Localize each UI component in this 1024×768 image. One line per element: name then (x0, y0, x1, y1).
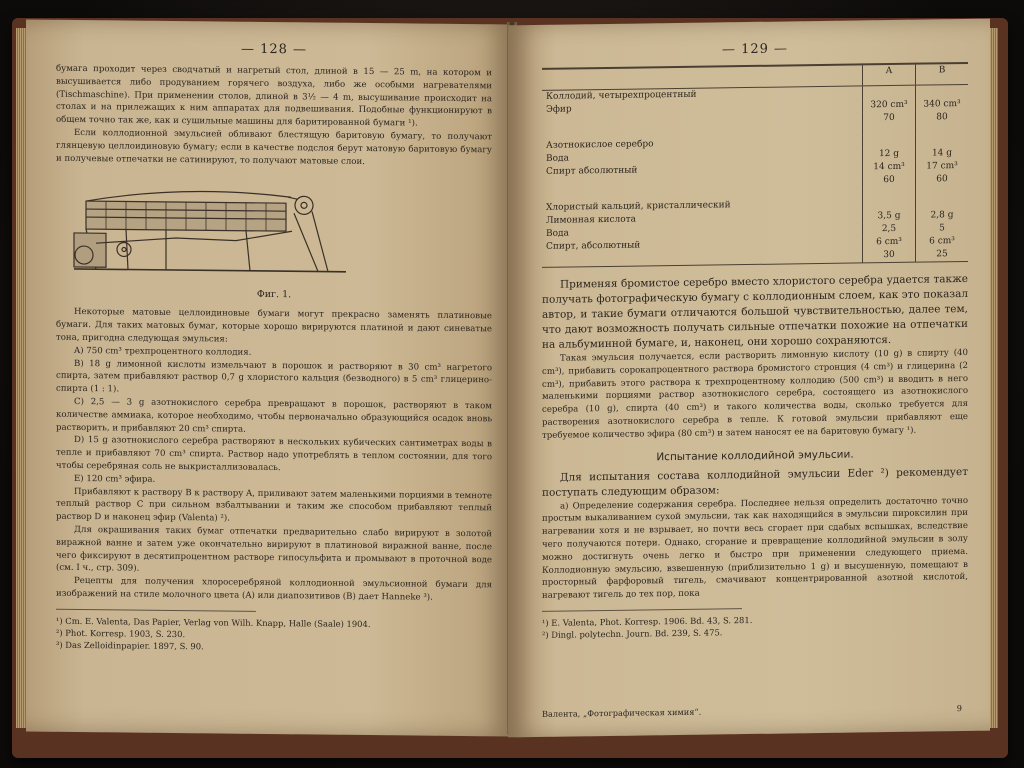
table-cell: 6 cm³ (863, 236, 916, 250)
footnote: ²) Phot. Korresp. 1903, S. 230. (56, 627, 186, 640)
left-page (26, 19, 514, 736)
table-cell (863, 135, 916, 149)
table-cell: Спирт абсолютный (546, 165, 638, 177)
printer-signature: Валента, „Фотографическая химия“. (542, 706, 702, 719)
footnotes-left (56, 608, 371, 653)
page-footer (542, 703, 968, 719)
table-cell: Вода (546, 153, 569, 164)
paragraph: Для окрашивания таких бумаг отпечатки предварительно слабо вирируют в золотой виражной ванне и затем уже окончательно вирируют в платиновой виражной ванне, после чего фиксируют в десятипроцентном растворе гипосульфита и промывают в проточной воде (см. I ч., стр. 309). (56, 524, 492, 574)
sheet-number: 9 (956, 703, 962, 714)
table-cell: 3,5 g (863, 210, 916, 224)
table-cell: 30 (863, 249, 916, 263)
table-cell (863, 85, 916, 99)
table-cell: Азотнокислое серебро (546, 139, 654, 151)
paragraph: Для испытания состава коллодийной эмульсии Eder ²) рекомендует поступать следующим образом: (542, 465, 968, 499)
table-body (542, 84, 968, 267)
coating-machine-drawing (66, 173, 366, 286)
table-cell: 70 (863, 112, 916, 126)
paragraph: Такая эмульсия получается, если растворить лимонную кислоту (10 g) в спирту (40 cm³), прибавить сорокапроцентного раствора бромистого стронция (4 cm³) и глицерина (2 cm³), прибавить этого раствора к трехпроцентному коллодию (500 cm³) и вводить в него маленькими порциями раствор азотнокислого серебра, состоящего из азотнокислого серебра (10 g), спирта (40 cm³) и такого количества воды, сколько требуется для растворения азотнокислого серебра в тепле. К готовой эмульсии прибавляют еще требуемое количество эфира (80 cm³) и затем наносят ее на баритовую бумагу ¹). (542, 347, 968, 441)
table-cell: 80 (916, 111, 969, 125)
paragraph: Некоторые матовые целлоидиновые бумаги могут прекрасно заменять платиновые бумаги. Для таких матовых бумаг, которые хорошо вирируются платиной и дают синеватые тона, пригодна следующая эмульсия: (56, 307, 492, 345)
open-book (12, 8, 1010, 758)
paragraph: Применяя бромистое серебро вместо хлористого серебра удается также получать фотографическую бумагу с коллодионным слоем, как это показал автор, и такие бумаги отличаются большой чувствительностью, далее тем, что дают возможность получать сильные отпечатки похожие на отпечатки на альбуминной бумаге, и, наконец, они хорошо сохраняются. (542, 272, 968, 351)
recipe-item: D) 15 g азотнокислого серебра растворяют в нескольких кубических сантиметрах воды в тепле и прибавляют 70 cm³ спирта. Раствор надо употреблять в теплом состоянии, для того чтобы серебряная соль не выкристаллизовалась. (56, 435, 492, 474)
page-number-left: — 128 — (240, 41, 308, 58)
right-page (508, 19, 990, 738)
table-cell: Коллодий, четырехпроцентный (546, 89, 697, 102)
emulsion-table (542, 62, 968, 268)
footnote: ¹) E. Valenta, Phot. Korresp. 1906. Bd. 43, S. 281. (542, 614, 753, 628)
table-header-cell: B (916, 63, 969, 85)
recipe-item: B) 18 g лимонной кислоты измельчают в порошок и растворяют в 30 cm³ нагретого спирта, затем прибавляют раствор 0,7 g хлористого кальция (безводного) в 5 cm³ глицерино-спирта (1 : 1). (56, 358, 492, 395)
recipe-item: E) 120 cm³ эфира. (74, 473, 156, 485)
footnote: ²) Dingl. polytechn. Journ. Bd. 239, S. 475. (542, 627, 723, 641)
paragraph: Прибавляют к раствору B к раствору A, приливают затем маленькими порциями в темноте теплый раствор C при сильном взбалтывании и таким же способом прибавляют теплый раствор D и наконец эфир (Valenta) ²). (56, 486, 492, 524)
table-cell: Лимонная кислота (546, 214, 636, 226)
table-cell: 17 cm³ (916, 160, 969, 174)
table-cell: 340 cm³ (916, 98, 969, 112)
figure-caption: Фиг. 1. (256, 289, 292, 301)
table-cell: 6 cm³ (916, 235, 969, 249)
table-cell: 5 (916, 222, 969, 236)
table-cell: 14 g (916, 147, 969, 161)
paragraph: Рецепты для получения хлоросеребряной коллодионной эмульсионной бумаги для изображений на стиле молочного цвета (A) или диапозитивов (B) дает Hanneke ³). (56, 576, 492, 603)
table-cell: 60 (916, 173, 969, 187)
table-cell (916, 84, 969, 98)
recipe-item: C) 2,5 — 3 g азотнокислого серебра превращают в порошок, растворяют в таком количестве аммиака, которое необходимо, чтобы первоначально образующийся осадок вновь растворить, и прибавляют 20 cm³ спирта. (56, 396, 492, 435)
section-heading: Испытание коллодийной эмульсии. (656, 448, 854, 463)
table-cell: 2,8 g (916, 209, 969, 223)
table-cell (863, 197, 916, 211)
table-cell: 14 cm³ (863, 161, 916, 175)
table-cell: Вода (546, 228, 569, 239)
machine-illustration (66, 173, 366, 286)
footnote: ³) Das Zelloidinpapier. 1897, S. 90. (56, 639, 204, 652)
table-header-cell: A (863, 64, 916, 86)
table-cell (916, 196, 969, 210)
table-cell: 320 cm³ (863, 99, 916, 113)
table-cell: 12 g (863, 148, 916, 162)
paragraph: бумага проходит через сводчатый и нагретый стол, длиной в 15 — 25 m, на котором и высушивается либо продуванием горячего воздуха, либо же особыми нагревателями (Tischmaschine). При применении столов, длиной в 3½ — 4 m, высушивание происходит на столах и на прилежащих к ним аппаратах для подвешивания. Подобные функционируют в общем точно так же, как и сушильные машины для баритированной бумаги ¹). (56, 63, 492, 129)
table-cell: Спирт, абсолютный (546, 240, 641, 252)
table-cell: Хлористый кальций, кристаллический (546, 200, 731, 213)
table-cell: 60 (863, 174, 916, 188)
page-number-right: — 129 — (721, 41, 789, 58)
table-cell: Эфир (546, 104, 572, 115)
table-cell: 2,5 (863, 223, 916, 237)
paragraph: a) Определение содержания серебра. Последнее нельзя определить достаточно точно простым выкаливанием сухой эмульсии, так как находящийся в эмульсии пироксилин при нагревании хотя и не взрывает, но почти весь сгорает при сдабых вспышках, вследствие чего получаются потери. Однако, сгорание и превращение коллодийной эмульсии в золу можно достигнуть очень легко и быстро при применении следующего приема. Коллодионную эмульсию, взвешенную (приблизительно 1 g) и высушенную, помещают в просторный фарфоровый тигель, смачивают концентрированной азотной кислотой, нагревают тигель до тех пор, пока (542, 495, 968, 602)
footnotes-right (542, 608, 753, 641)
footnote: ¹) Cm. E. Valenta, Das Papier, Verlag von Wilh. Knapp, Halle (Saale) 1904. (56, 615, 371, 629)
recipe-item: A) 750 cm³ трехпроцентного коллодия. (74, 345, 252, 358)
paragraph: Если коллодионной эмульсией обливают блестящую баритовую бумагу, то получают глянцевую целлоидиновую бумагу; если в качестве подслоя берут матовую баритовую бумагу и получевые отпечатки не сатинируют, то получают матовые слои. (56, 127, 492, 167)
table-cell (916, 134, 969, 148)
table-cell: 25 (916, 248, 969, 262)
